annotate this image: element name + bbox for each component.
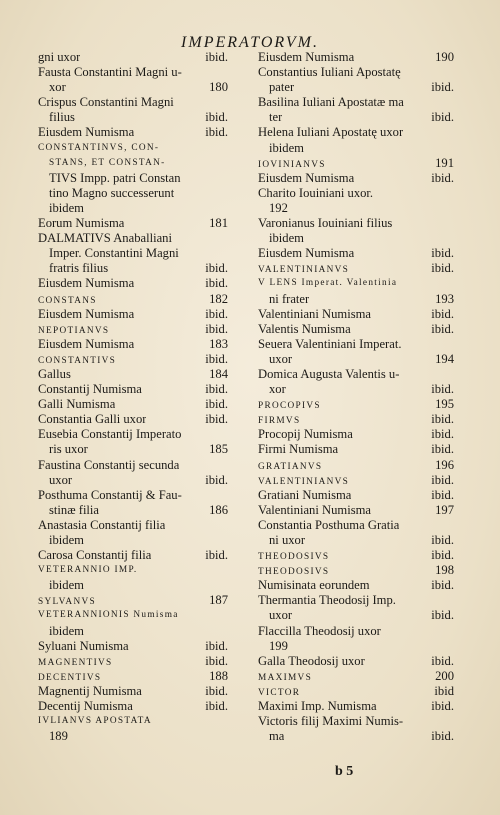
entry-text: 192 (269, 200, 288, 215)
index-entry (38, 231, 228, 246)
index-entry (258, 427, 454, 442)
entry-page-ref: ibid. (431, 548, 454, 563)
index-entry (38, 654, 228, 669)
entry-text: V LENS Imperat. Valentinia (258, 278, 398, 289)
entry-text: MAGNENTIVS (38, 657, 113, 668)
index-entry (258, 578, 454, 593)
entry-text: ni frater (269, 291, 310, 306)
entry-page-ref: ibid. (431, 80, 454, 95)
entry-page-ref: 181 (209, 216, 228, 231)
entry-text: Constantij Numisma (38, 382, 142, 397)
entry-text: Galli Numisma (38, 397, 116, 412)
entry-text: Posthuma Constantij & Fau- (38, 487, 182, 502)
entry-text: ibidem (269, 231, 304, 246)
entry-page-ref: ibid. (205, 653, 228, 668)
index-entry (258, 322, 454, 337)
entry-text: MAXIMVS (258, 672, 313, 683)
index-entry (38, 458, 228, 473)
entry-text: gni uxor (38, 50, 81, 64)
index-entry (38, 322, 228, 337)
index-entry (258, 669, 454, 684)
entry-page-ref: ibid. (205, 276, 228, 291)
index-entry (38, 412, 228, 427)
index-entry (258, 216, 454, 231)
entry-page-ref: ibid. (431, 261, 454, 276)
entry-page-ref: 198 (435, 563, 454, 578)
entry-text: Constantius Iuliani Apostatę (258, 65, 401, 80)
entry-page-ref: ibid. (205, 472, 228, 487)
entry-text: THEODOSIVS (258, 567, 330, 578)
entry-page-ref: ibid. (205, 699, 228, 714)
entry-text: Eiusdem Numisma (258, 170, 355, 185)
entry-text: 199 (269, 638, 288, 653)
entry-text: fratris filius (49, 261, 109, 276)
index-entry (258, 382, 454, 397)
entry-text: stinæ filia (49, 502, 100, 517)
entry-text: pater (269, 80, 295, 95)
entry-text: CONSTANTINVS, CON- (38, 142, 160, 153)
entry-text: Basilina Iuliani Apostatæ ma (258, 95, 404, 110)
entry-page-ref: ibid. (431, 442, 454, 457)
index-entry (38, 382, 228, 397)
entry-text: Charito Iouiniani uxor. (258, 185, 374, 200)
entry-text: ibidem (49, 578, 84, 593)
index-entry (258, 231, 454, 246)
index-entry (258, 186, 454, 201)
entry-text: ni uxor (269, 533, 306, 547)
entry-text: ibidem (49, 200, 84, 215)
index-entry (258, 412, 454, 427)
entry-text: Anastasia Constantij filia (38, 517, 166, 532)
entry-page-ref: ibid. (205, 548, 228, 563)
entry-text: Flaccilla Theodosij uxor (258, 623, 381, 638)
index-entry (38, 397, 228, 412)
entry-text: Magnentij Numisma (38, 683, 142, 698)
entry-page-ref: ibid. (431, 382, 454, 397)
index-entry (258, 518, 454, 533)
entry-text: PROCOPIVS (258, 401, 321, 412)
entry-text: SYLVANVS (38, 597, 96, 608)
index-entry (38, 442, 228, 457)
entry-page-ref: ibid. (205, 397, 228, 412)
entry-page-ref: 183 (209, 336, 228, 351)
entry-text: Domica Augusta Valentis u- (258, 366, 400, 381)
entry-text: Eiusdem Numisma (258, 50, 355, 64)
entry-text: Firmi Numisma (258, 442, 339, 457)
entry-page-ref: ibid. (205, 261, 228, 276)
index-entry (258, 699, 454, 714)
index-entry (38, 533, 228, 548)
entry-text: Procopij Numisma (258, 427, 353, 442)
entry-text: ris uxor (49, 442, 88, 457)
index-entry (38, 201, 228, 216)
index-entry (38, 669, 228, 684)
entry-page-ref: 196 (435, 457, 454, 472)
entry-page-ref: ibid. (205, 321, 228, 336)
index-entry (258, 548, 454, 563)
index-entry (38, 125, 228, 140)
entry-text: Eorum Numisma (38, 216, 125, 231)
entry-page-ref: 200 (435, 668, 454, 683)
index-entry (38, 608, 228, 623)
entry-page-ref: ibid. (431, 110, 454, 125)
index-entry (258, 141, 454, 156)
index-entry (38, 714, 228, 729)
entry-page-ref: 184 (209, 366, 228, 381)
index-entry (258, 65, 454, 80)
index-entry (258, 307, 454, 322)
entry-text: DALMATIVS Anaballiani (38, 231, 172, 246)
entry-text: Valentis Numisma (258, 321, 351, 336)
index-entry (38, 639, 228, 654)
entry-text: Galla Theodosij uxor (258, 653, 365, 668)
index-entry (258, 261, 454, 276)
index-entry (258, 684, 454, 699)
index-entry (258, 458, 454, 473)
entry-text: ma (269, 729, 285, 744)
entry-page-ref: ibid. (205, 110, 228, 125)
running-header: IMPERATORVM. (181, 34, 319, 51)
index-entry (38, 593, 228, 608)
index-entry (38, 352, 228, 367)
entry-page-ref: 193 (435, 291, 454, 306)
index-entry (38, 50, 228, 65)
entry-text: NEPOTIANVS (38, 325, 110, 336)
index-entry (38, 65, 228, 80)
index-entry (38, 488, 228, 503)
entry-text: Constantia Galli uxor (38, 412, 147, 427)
entry-page-ref: ibid. (431, 487, 454, 502)
index-entry (258, 80, 454, 95)
entry-text: Imper. Constantini Magni (49, 246, 179, 261)
index-entry (258, 337, 454, 352)
entry-text: VETERANNIO IMP. (38, 565, 138, 576)
entry-page-ref: 186 (209, 502, 228, 517)
entry-page-ref: 188 (209, 668, 228, 683)
index-entry (258, 367, 454, 382)
entry-text: Syluani Numisma (38, 638, 129, 653)
index-entry (38, 110, 228, 125)
index-entry (38, 171, 228, 186)
index-entry (38, 427, 228, 442)
index-entry (38, 699, 228, 714)
entry-page-ref: ibid. (205, 412, 228, 427)
index-entry (38, 624, 228, 639)
entry-page-ref: ibid. (205, 382, 228, 397)
entry-page-ref: ibid. (431, 729, 454, 744)
index-entry (38, 729, 228, 744)
index-entry (38, 578, 228, 593)
entry-page-ref: ibid. (431, 699, 454, 714)
entry-text: Gratiani Numisma (258, 487, 352, 502)
index-entry (258, 246, 454, 261)
entry-page-ref: ibid. (431, 608, 454, 623)
entry-page-ref: ibid. (431, 427, 454, 442)
entry-text: ter (269, 110, 283, 125)
entry-page-ref: 187 (209, 593, 228, 608)
entry-text: VALENTINIANVS (258, 476, 350, 487)
entry-text: VALENTINIANVS (258, 265, 350, 276)
entry-page-ref: 182 (209, 291, 228, 306)
index-entry (38, 518, 228, 533)
entry-text: Helena Iuliani Apostatę uxor (258, 125, 404, 140)
index-entry (258, 50, 454, 65)
index-entry (258, 639, 454, 654)
index-entry (258, 593, 454, 608)
index-entry (258, 729, 454, 744)
entry-text: Thermantia Theodosij Imp. (258, 593, 396, 608)
index-entry (258, 624, 454, 639)
entry-text: THEODOSIVS (258, 552, 330, 563)
index-entry (38, 276, 228, 291)
entry-text: Carosa Constantij filia (38, 548, 152, 563)
entry-text: Eiusdem Numisma (38, 306, 135, 321)
index-entry (38, 216, 228, 231)
index-entry (258, 608, 454, 623)
entry-page-ref: ibid. (431, 321, 454, 336)
entry-text: IOVINIANVS (258, 159, 326, 170)
entry-page-ref: ibid. (431, 170, 454, 185)
entry-text: Eiusdem Numisma (258, 246, 355, 261)
index-entry (38, 80, 228, 95)
entry-page-ref: ibid. (205, 306, 228, 321)
entry-text: Constantia Posthuma Gratia (258, 517, 400, 532)
entry-text: Gallus (38, 366, 71, 381)
index-entry (258, 503, 454, 518)
entry-page-ref: ibid. (431, 578, 454, 593)
index-entry (38, 156, 228, 171)
entry-text: Eiusdem Numisma (38, 276, 135, 291)
entry-text: Valentiniani Numisma (258, 502, 371, 517)
entry-text: uxor (269, 608, 293, 623)
entry-page-ref: ibid. (205, 638, 228, 653)
index-entry (38, 563, 228, 578)
index-entry (38, 246, 228, 261)
entry-page-ref: 190 (435, 50, 454, 64)
entry-text: tino Magno successerunt (49, 185, 175, 200)
index-entry (258, 352, 454, 367)
entry-page-ref: 185 (209, 442, 228, 457)
index-entry (258, 563, 454, 578)
index-entry (258, 171, 454, 186)
index-entry (258, 292, 454, 307)
index-entry (38, 503, 228, 518)
entry-page-ref: ibid. (205, 683, 228, 698)
index-entry (258, 125, 454, 140)
entry-page-ref: 197 (435, 502, 454, 517)
index-entry (258, 110, 454, 125)
entry-text: VICTOR (258, 687, 301, 698)
entry-text: Decentij Numisma (38, 699, 133, 714)
entry-page-ref: ibid. (205, 125, 228, 140)
entry-text: STANS, ET CONSTAN- (49, 157, 166, 168)
entry-text: Victoris filij Maximi Numis- (258, 714, 404, 729)
index-entry (258, 156, 454, 171)
entry-text: Eiusdem Numisma (38, 336, 135, 351)
entry-page-ref: ibid (434, 683, 454, 698)
entry-page-ref: ibid. (431, 306, 454, 321)
index-entry (38, 261, 228, 276)
index-entry (258, 714, 454, 729)
index-entry (38, 367, 228, 382)
signature-mark: b 5 (335, 764, 354, 779)
entry-page-ref: ibid. (205, 351, 228, 366)
entry-page-ref: ibid. (431, 472, 454, 487)
entry-text: Faustina Constantij secunda (38, 457, 180, 472)
index-entry (38, 141, 228, 156)
index-entry (38, 684, 228, 699)
entry-text: uxor (269, 351, 293, 366)
entry-text: xor (269, 382, 286, 397)
entry-text: Valentiniani Numisma (258, 306, 371, 321)
index-entry (258, 488, 454, 503)
index-entry (38, 186, 228, 201)
entry-text: CONSTANS (38, 295, 97, 306)
index-entry (258, 201, 454, 216)
entry-text: Varonianus Iouiniani filius (258, 216, 393, 231)
entry-text: Eusebia Constantij Imperato (38, 427, 182, 442)
entry-text: VETERANNIONIS Numisma (38, 610, 179, 621)
entry-page-ref: ibid. (431, 246, 454, 261)
entry-page-ref: 195 (435, 397, 454, 412)
entry-page-ref: ibid. (431, 533, 454, 547)
index-entry (258, 473, 454, 488)
index-entry (38, 548, 228, 563)
entry-page-ref: 180 (209, 80, 228, 95)
entry-text: CONSTANTIVS (38, 355, 117, 366)
index-entry (38, 473, 228, 488)
index-column-right (258, 50, 454, 744)
index-entry (258, 654, 454, 669)
entry-text: uxor (49, 472, 73, 487)
index-entry (258, 442, 454, 457)
entry-page-ref: ibid. (431, 653, 454, 668)
index-column-left (38, 50, 228, 744)
entry-text: Eiusdem Numisma (38, 125, 135, 140)
entry-text: Crispus Constantini Magni (38, 95, 174, 110)
entry-text: ibidem (49, 623, 84, 638)
entry-page-ref: 194 (435, 351, 454, 366)
entry-text: Numisinata eorundem (258, 578, 370, 593)
index-entry (258, 95, 454, 110)
index-entry (258, 276, 454, 291)
entry-text: filius (49, 110, 75, 125)
index-entry (38, 307, 228, 322)
entry-text: Fausta Constantini Magni u- (38, 65, 182, 80)
entry-text: IVLIANVS APOSTATA (38, 716, 152, 727)
entry-text: DECENTIVS (38, 672, 102, 683)
index-entry (258, 397, 454, 412)
entry-page-ref: ibid. (431, 412, 454, 427)
entry-text: ibidem (269, 140, 304, 155)
entry-page-ref: 191 (435, 155, 454, 170)
index-entry (38, 337, 228, 352)
entry-text: xor (49, 80, 66, 95)
entry-text: TIVS Impp. patri Constan (49, 170, 181, 185)
entry-text: Maximi Imp. Numisma (258, 699, 377, 714)
entry-text: Seuera Valentiniani Imperat. (258, 336, 402, 351)
entry-text: 189 (49, 729, 68, 744)
entry-text: FIRMVS (258, 416, 301, 427)
entry-page-ref: ibid. (205, 50, 228, 64)
index-entry (258, 533, 454, 548)
entry-text: ibidem (49, 533, 84, 547)
entry-text: GRATIANVS (258, 461, 323, 472)
index-entry (38, 95, 228, 110)
index-entry (38, 292, 228, 307)
